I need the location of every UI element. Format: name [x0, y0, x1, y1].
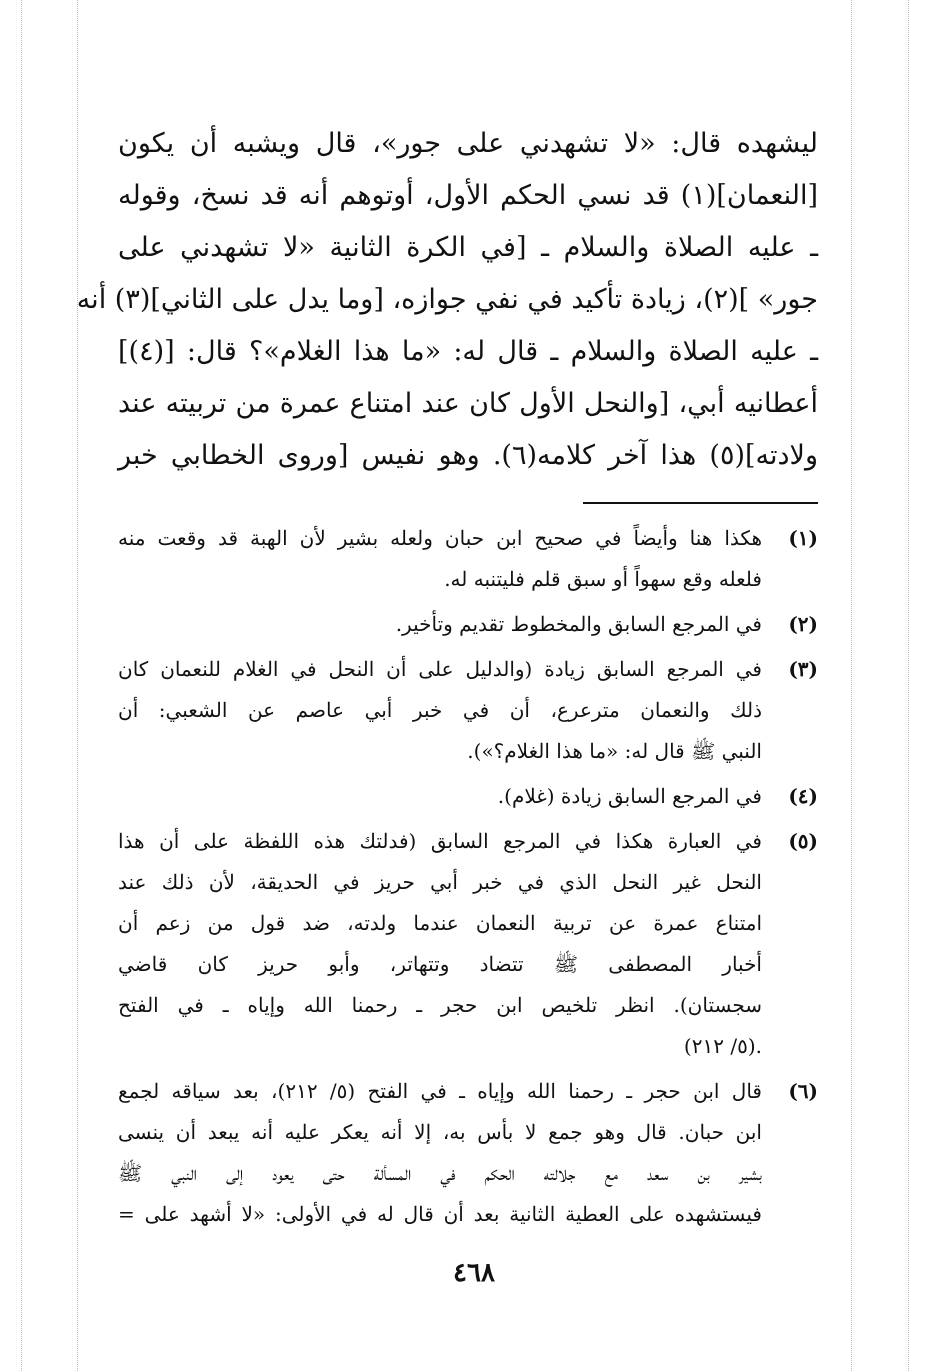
- footnote-number: (٤): [788, 784, 818, 808]
- main-text-line: أعطانيه أبي، [والنحل الأول كان عند امتناع عمرة من تربيته عند: [118, 388, 818, 419]
- footnote-line: أخبار المصطفى ﷺ تتضاد وتتهاتر، وأبو حريز كان قاضي: [118, 952, 762, 976]
- footnote-line: سجستان). انظر تلخيص ابن حجر ـ رحمنا الله وإياه ـ في الفتح: [118, 993, 762, 1017]
- footnote-line: ابن حبان. قال وهو جمع لا بأس به، إلا أنه يعكر عليه أنه يبعد أن ينسى: [118, 1120, 762, 1144]
- footnote: [118, 518, 818, 600]
- main-text-line: جور» ](٢)، زيادة تأكيد في نفي جوازه، [وما يدل على الثاني](٣) أنه: [76, 284, 818, 315]
- footnote-text: [118, 518, 762, 600]
- footnote-text: [118, 1071, 762, 1235]
- footnote: [118, 776, 818, 817]
- footnote-number: (١): [788, 526, 818, 550]
- scan-margin-line: [851, 0, 852, 1371]
- footnote: [118, 649, 818, 772]
- footnote-line: في العبارة هكذا في المرجع السابق (فدلتك هذه اللفظة على أن هذا: [118, 829, 762, 853]
- footnote-line: .(٥/ ٢١٢): [683, 1034, 762, 1058]
- footnote-line: بشير بن سعد مع جلالته الحكم في المسألة حتى يعود إلى النبي ﷺ: [118, 1161, 762, 1185]
- footnote-line: في المرجع السابق زيادة (والدليل على أن النحل في الغلام للنعمان كان: [118, 657, 762, 681]
- footnote-line: فيستشهده على العطية الثانية بعد أن قال له في الأولى: «لا أشهد على =: [118, 1202, 762, 1226]
- footnote-number: (٦): [788, 1079, 818, 1103]
- footnote: [118, 604, 818, 645]
- main-text-line: ـ عليه الصلاة والسلام ـ [في الكرة الثانية «لا تشهدني على: [118, 232, 818, 263]
- footnote-line: ذلك والنعمان مترعرع، أن في خبر أبي عاصم عن الشعبي: أن: [118, 698, 762, 722]
- footnote-text: [118, 776, 762, 817]
- main-text-line: [النعمان](١) قد نسي الحكم الأول، أوتوهم أنه قد نسخ، وقوله: [118, 180, 818, 211]
- footnote-text: [118, 604, 762, 645]
- footnote-text: [118, 649, 762, 772]
- footnote-text: [118, 821, 762, 1067]
- footnote-line: النحل غير النحل الذي في خبر أبي حريز في الحديقة، لأن ذلك عند: [118, 870, 762, 894]
- book-page: [76, 118, 818, 1239]
- main-text-line: ليشهده قال: «لا تشهدني على جور»، قال ويشبه أن يكون: [118, 128, 818, 159]
- scan-margin-line: [21, 0, 22, 1371]
- footnote-separator: [583, 502, 818, 504]
- footnote: [118, 1071, 818, 1235]
- footnote-number: (٥): [788, 829, 818, 853]
- main-text: [76, 118, 818, 482]
- main-text-line: ـ عليه الصلاة والسلام ـ قال له: «ما هذا الغلام»؟ قال: [(٤)]: [118, 336, 818, 367]
- footnote-number: (٣): [788, 657, 818, 681]
- page-number: ٤٦٨: [453, 1258, 495, 1288]
- footnote-line: فلعله وقع سهواً أو سبق قلم فليتنبه له.: [444, 567, 762, 591]
- scan-margin-line: [908, 0, 909, 1371]
- footnote-line: في المرجع السابق والمخطوط تقديم وتأخير.: [395, 612, 762, 636]
- scan-margin-line: [77, 0, 78, 1371]
- footnote-line: هكذا هنا وأيضاً في صحيح ابن حبان ولعله بشير لأن الهبة قد وقعت منه: [118, 526, 762, 550]
- footnotes: [118, 518, 818, 1235]
- footnote-line: قال ابن حجر ـ رحمنا الله وإياه ـ في الفتح (٥/ ٢١٢)، بعد سياقه لجمع: [118, 1079, 762, 1103]
- footnote-number: (٢): [788, 612, 818, 636]
- main-text-line: ولادته](٥) هذا آخر كلامه(٦). وهو نفيس [وروى الخطابي خبر: [118, 440, 818, 471]
- footnote-line: النبي ﷺ قال له: «ما هذا الغلام؟»).: [467, 739, 762, 763]
- footnote-line: في المرجع السابق زيادة (غلام).: [497, 784, 762, 808]
- footnote-line: امتناع عمرة عن تربية النعمان عندما ولدته، ضد قول من زعم أن: [118, 911, 762, 935]
- footnote: [118, 821, 818, 1067]
